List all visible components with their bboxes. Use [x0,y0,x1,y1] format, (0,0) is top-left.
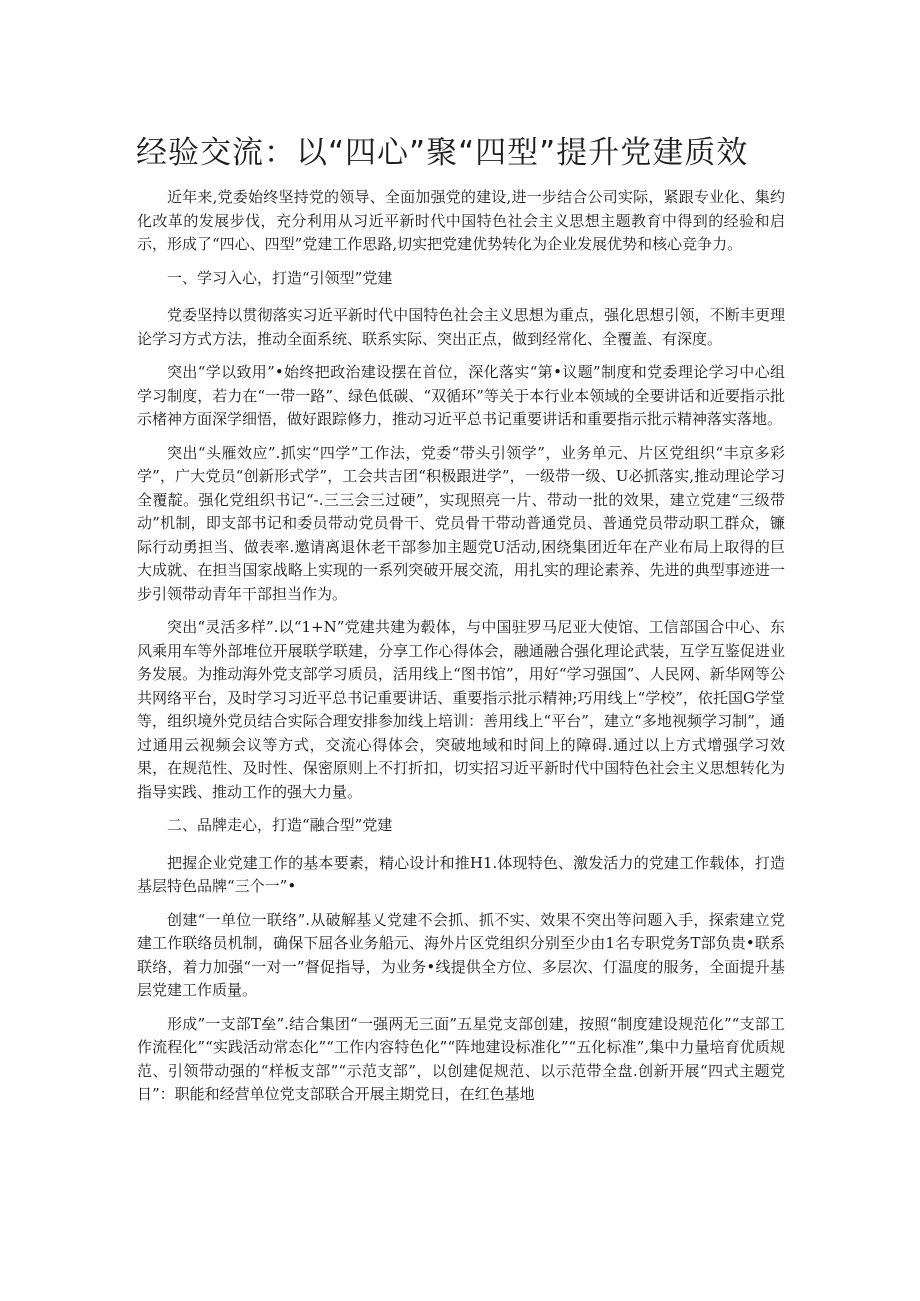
intro-paragraph: 近年来,党委始终坚持党的领导、全面加强党的建设,进一步结合公司实际，紧跟专业化、集约化改革的发展步伐，充分利用从习近平新时代中国特色社会主义思想主题教育中得到的经验和启示，形成了“四心、四型”党建工作思路,切实把党建优势转化为企业发展优势和核心竞争力。 [137,188,785,253]
body-paragraph: 党委坚持以贯彻落实习近平新时代中国特色社会主义思想为重点，强化思想引领，不断丰更理论学习方式方法，推动全面系统、联系实际、突出正点，做到经常化、全覆盖、有深度。 [137,306,785,348]
body-paragraph: 突出“学以致用”•始终把政治建设摆在首位，深化落实“第•议题”制度和党委理论学习中心组学习制度，若力在“一带一路”、绿色低碳、“双循环”等关于本行业本领域的全要讲话和近要指示批示楮神方面深学细悟，做好跟踪修力，推动习近平总书记重要讲话和重要指示批示精神落实落地。 [137,363,785,428]
body-paragraph: 突出“灵活多样”.以“1+N”党建共建为毂体，与中国驻罗马尼亚大使馆、工信部国合中心、东风乘用车等外部堆位开展联学联建，分享工作心得体会，融通融合强化理论武装，互学互鉴促进业务发展。为推动海外党支部学习质员，活用线上“图书馆”，用好“学习强国”、人民网、新华网等公共网络平台，及时学习习近平总书记重要讲话、重要指示批示精神;巧用线上“学校”，依托国G学堂等，组织境外党员结合实际合理安排参加线上培训：善用线上“平台”，建立“多地视频学习制”，通过通用云视频会议等方式，交流心得体会，突破地域和时间上的障碍.通过以上方式增强学习效果，在规范性、及时性、保密原则上不打折扣，切实招习近平新时代中国特色社会主义思想转化为指导实践、推动工作的强大力量。 [137,618,785,801]
section-heading-1: 一、学习入心，打造“引领型”党建 [167,268,393,287]
body-paragraph: 把握企业党建工作的基本要素，精心设计和推H1.体现特色、激发活力的党建工作载体，打造基层特色品牌“三个一”• [137,853,785,895]
section-heading-2: 二、品牌走心，打造“融合型”党建 [167,816,393,834]
body-paragraph: 创建“一单位一联络”.从破解基乂党建不会抓、抓不实、效果不突出等问题入手，探索建立党建工作联络员机制，确保下屈各业务船元、海外片区党组织分别至少由1名专职党务T部负贵•联系联络，着力加强“一对一”督促指导，为业务•线提供全方位、多层次、仃温度的服务，全面提升基层党建工作质量。 [137,910,785,999]
body-paragraph: 突出“头雁效应”.抓实“四学”工作法，党委“带头引领学”，业务单元、片区党组织“丰京多彩学”，广大党员“创新形式学”，工会共吉团“积极跟进学”，一级带一级、U必抓落实,推动理论学习全覆靛。强化党组织书记“-.三三会三过硬”，实现照亮一片、带动一批的效果，建立党建“三级带动”机制，即支部书记和委员带动党员骨干、党员骨干带动普通党员、普通党员带动职工群众，镰际行动勇担当、做表率.邀请离退休老干部参加主题党U活动,困绕集团近年在产业布局上取得的巨大成就、在担当国家战略上实现的一系列突破开展交流，用扎实的理论素养、先进的典型事迹进一步引领带动青年干部担当作为。 [137,443,785,603]
body-paragraph: 形成”一支部T垒”.结合集团“一强两无三面”五星党支部创建，按照“制度建设规范化”“支部工作流程化”“实践活动常态化”“工作内容特色化”“阵地建设标准化”“五化标准”,集中力量培育优质规范、引领带动强的“样板支部”“示范支部”，以创建促规范、以示范带全盘.创新开展“四式主题党日”：职能和经营单位党支部联合开展主期党日，在红色基地 [137,1014,785,1103]
document-body [137,186,785,1117]
document-title: 经验交流：以“四心”聚“四型”提升党建质效 [136,135,749,171]
